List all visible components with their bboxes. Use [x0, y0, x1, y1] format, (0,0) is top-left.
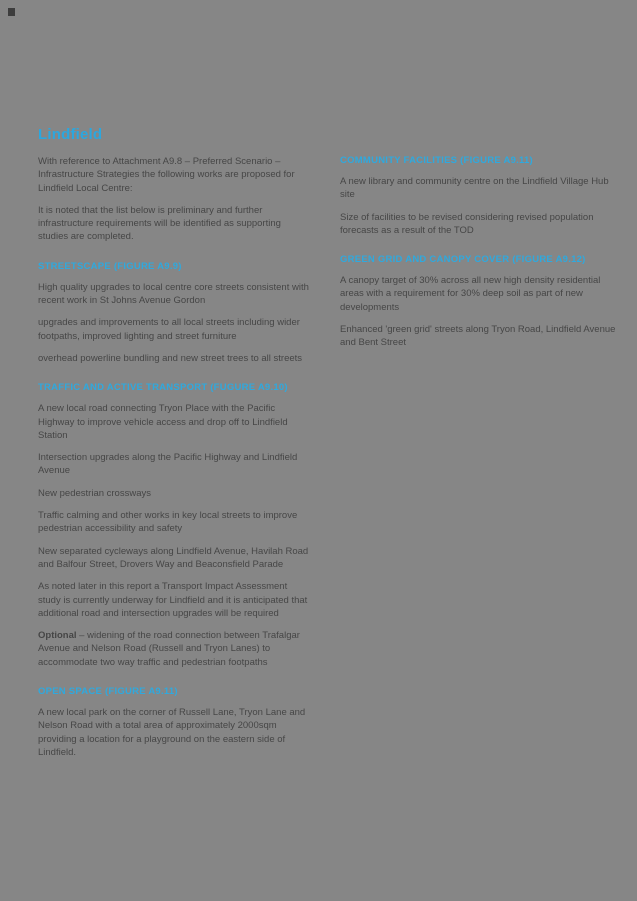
section-heading-open-space: OPEN SPACE (FIGURE A9.11): [38, 686, 178, 698]
section-heading-streetscape: STREETSCAPE (FIGURE A9.9): [38, 260, 182, 272]
section-heading-green-grid: GREEN GRID AND CANOPY COVER (FIGURE A9.12): [340, 254, 586, 266]
body-paragraph: upgrades and improvements to all local streets including wider footpaths, improved lighting and street furniture: [38, 317, 300, 342]
body-paragraph: A new library and community centre on the Lindfield Village Hub site: [340, 176, 609, 201]
body-paragraph: As noted later in this report a Transport Impact Assessment study is currently underway for Lindfield and it is anticipated that additional road and intersection upgrades will be required: [38, 581, 308, 619]
body-paragraph-optional: [38, 629, 312, 669]
body-paragraph: Intersection upgrades along the Pacific Highway and Lindfield Avenue: [38, 452, 298, 477]
intro-paragraph: It is noted that the list below is preliminary and further infrastructure requirements will be identified as supporting studies are completed.: [38, 204, 281, 243]
body-paragraph: Traffic calming and other works in key local streets to improve pedestrian accessibility and safety: [38, 510, 298, 535]
section-heading-traffic: TRAFFIC AND ACTIVE TRANSPORT (FUGURE A9.10): [38, 382, 288, 394]
body-paragraph: A new local park on the corner of Russell Lane, Tryon Lane and Nelson Road with a total area of approximately 2000sqm providing a location for a playground on the eastern side of Lindfield.: [38, 707, 306, 758]
body-paragraph: New separated cycleways along Lindfield Avenue, Havilah Road and Balfour Street, Drovers Way and Beaconsfield Parade: [38, 545, 309, 570]
right-column: [340, 155, 620, 359]
intro-paragraph: With reference to Attachment A9.8 – Preferred Scenario – Infrastructure Strategies the following works are proposed for Lindfield Local Centre:: [38, 156, 295, 194]
page-title: Lindfield: [38, 126, 103, 143]
body-paragraph: High quality upgrades to local centre core streets consistent with recent work in St Johns Avenue Gordon: [38, 281, 309, 307]
body-paragraph: Enhanced 'green grid' streets along Tryon Road, Lindfield Avenue and Bent Street: [340, 324, 616, 349]
page-corner-mark: [8, 8, 15, 16]
body-paragraph: New pedestrian crossways: [38, 487, 151, 499]
body-paragraph: A new local road connecting Tryon Place with the Pacific Highway to improve vehicle access and drop off to Lindfield Station: [38, 403, 288, 441]
optional-text: – widening of the road connection between Trafalgar Avenue and Nelson Road (Russell and Tryon Lanes) to accommodate two way traffic and pedestrian footpaths: [38, 630, 300, 668]
body-paragraph: Size of facilities to be revised considering revised population forecasts as a result of the TOD: [340, 211, 594, 236]
body-paragraph: A canopy target of 30% across all new high density residential areas with a requirement for 30% deep soil as part of new developments: [340, 275, 601, 313]
optional-label: Optional: [38, 630, 77, 642]
section-heading-community-facilities: COMMUNITY FACILITIES (FIGURE A9.11): [340, 155, 533, 166]
left-column: [38, 126, 312, 768]
body-paragraph: overhead powerline bundling and new street trees to all streets: [38, 352, 303, 364]
